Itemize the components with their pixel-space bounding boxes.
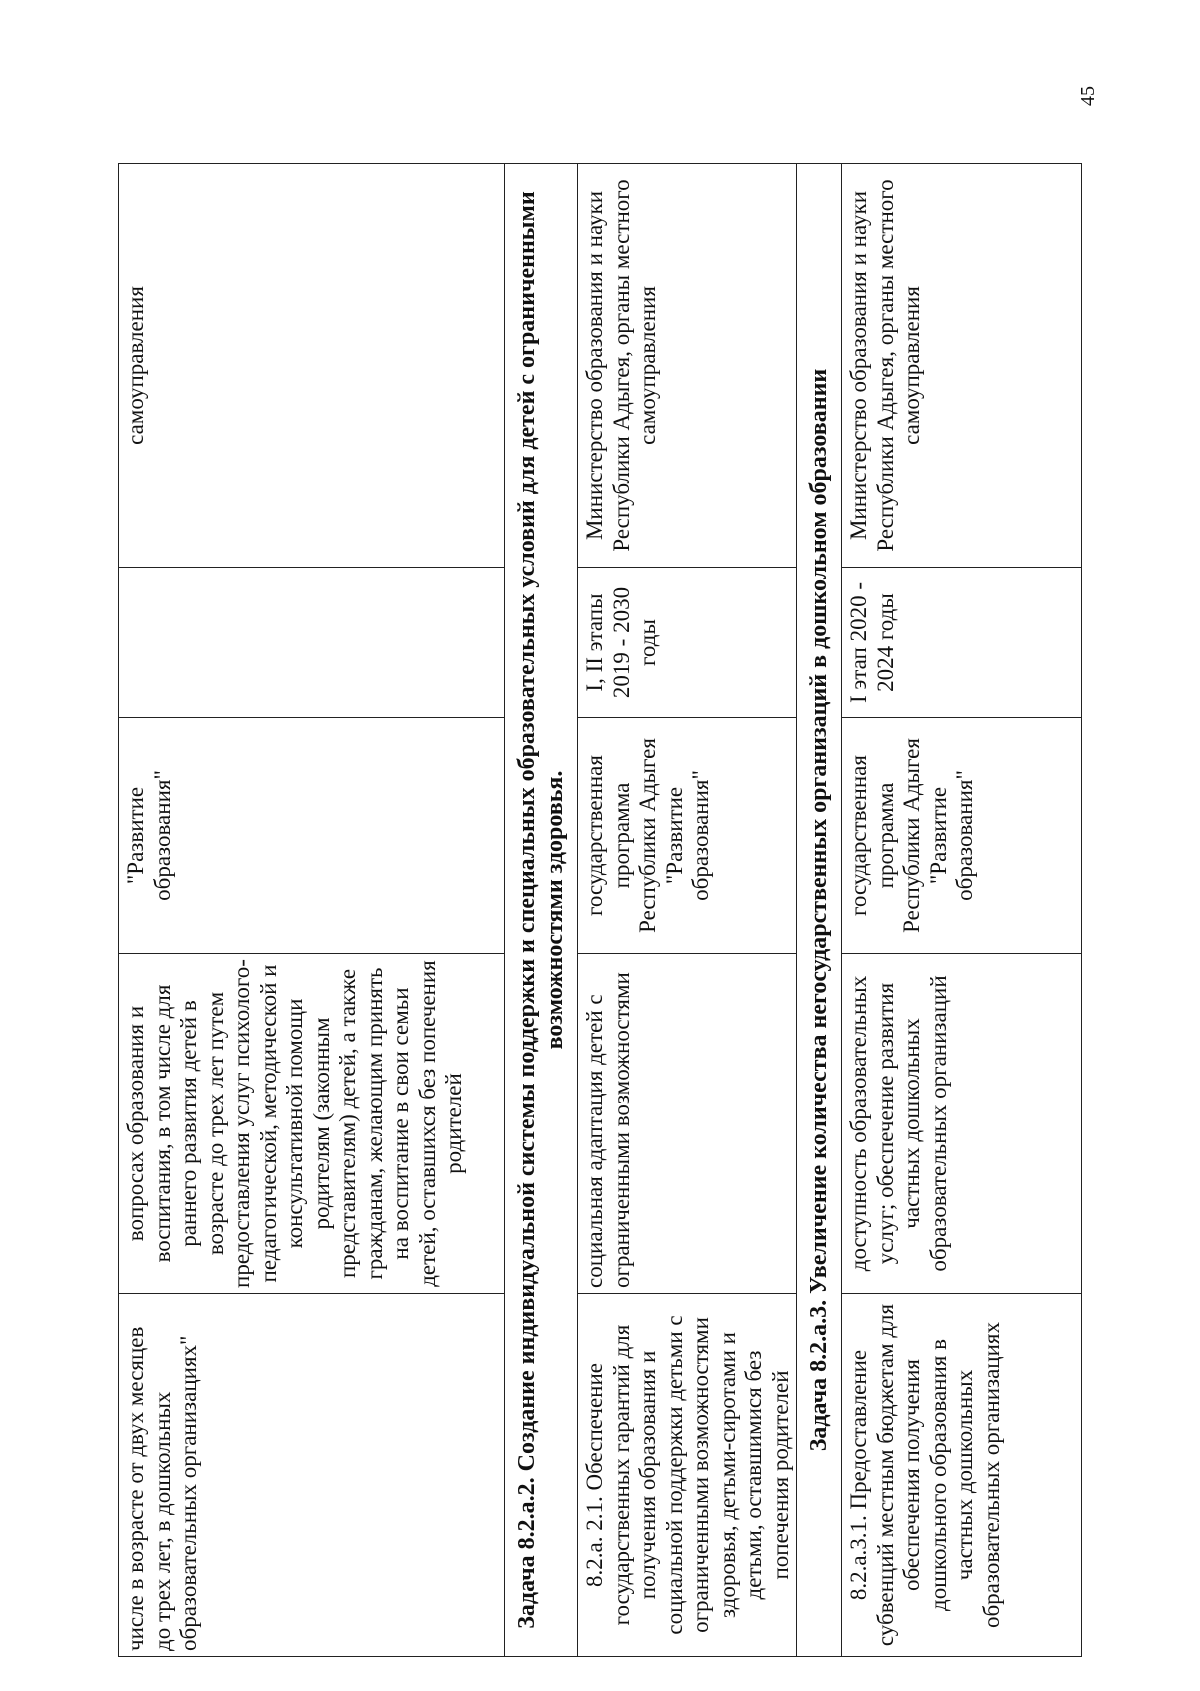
cell-measure: 8.2.а. 2.1. Обеспечение государственных гарантий для получения образования и социальной поддержки детьми с ограниченными возможностями здоровья, детьми-сиротами и детьми, оставшимися без попечения родителей — [578, 1294, 797, 1657]
cell-responsible: Министерство образования и науки Республики Адыгея, органы местного самоуправления — [578, 164, 797, 568]
table-row — [578, 164, 797, 1657]
cell-result: вопросах образования и воспитания, в том числе для раннего развития детей в возрасте до трех лет путем предоставления услуг психолого-педагогической, методической и консультативной помощи родителям (законным представителям) детей, а также гражданам, желающим принять на воспитание в свои семьи детей, оставшихся без попечения родителей — [119, 954, 505, 1294]
cell-period: I этап 2020 - 2024 годы — [842, 568, 1082, 718]
task-row — [797, 164, 842, 1657]
task-heading: Задача 8.2.а.3. Увеличение количества негосударственных организаций в дошкольном образовании — [797, 164, 842, 1657]
cell-responsible: самоуправления — [119, 164, 505, 568]
rotated-table-container — [118, 164, 1073, 1657]
page-number: 45 — [1077, 86, 1099, 106]
task-row — [505, 164, 578, 1657]
cell-responsible: Министерство образования и науки Республики Адыгея, органы местного самоуправления — [842, 164, 1082, 568]
cell-period — [119, 568, 505, 718]
cell-program: государственная программа Республики Адыгея "Развитие образования" — [578, 718, 797, 954]
measures-table — [118, 163, 1082, 1657]
task-heading: Задача 8.2.а.2. Создание индивидуальной системы поддержки и специальных образовательных условий для детей с ограниченными возможностями здоровья. — [505, 164, 578, 1657]
cell-result: социальная адаптация детей с ограниченными возможностями — [578, 954, 797, 1294]
cell-program: государственная программа Республики Адыгея "Развитие образования" — [842, 718, 1082, 954]
cell-period: I, II этапы 2019 - 2030 годы — [578, 568, 797, 718]
cell-result: доступность образовательных услуг; обеспечение развития частных дошкольных образовательных организаций — [842, 954, 1082, 1294]
cell-measure: 8.2.а.3.1. Предоставление субвенций местным бюджетам для обеспечения получения дошкольного образования в частных дошкольных образовательных организациях — [842, 1294, 1082, 1657]
cell-program: "Развитие образования" — [119, 718, 505, 954]
table-row — [119, 164, 505, 1657]
cell-measure: числе в возрасте от двух месяцев до трех лет, в дошкольных образовательных организациях" — [119, 1294, 505, 1657]
table-row — [842, 164, 1082, 1657]
